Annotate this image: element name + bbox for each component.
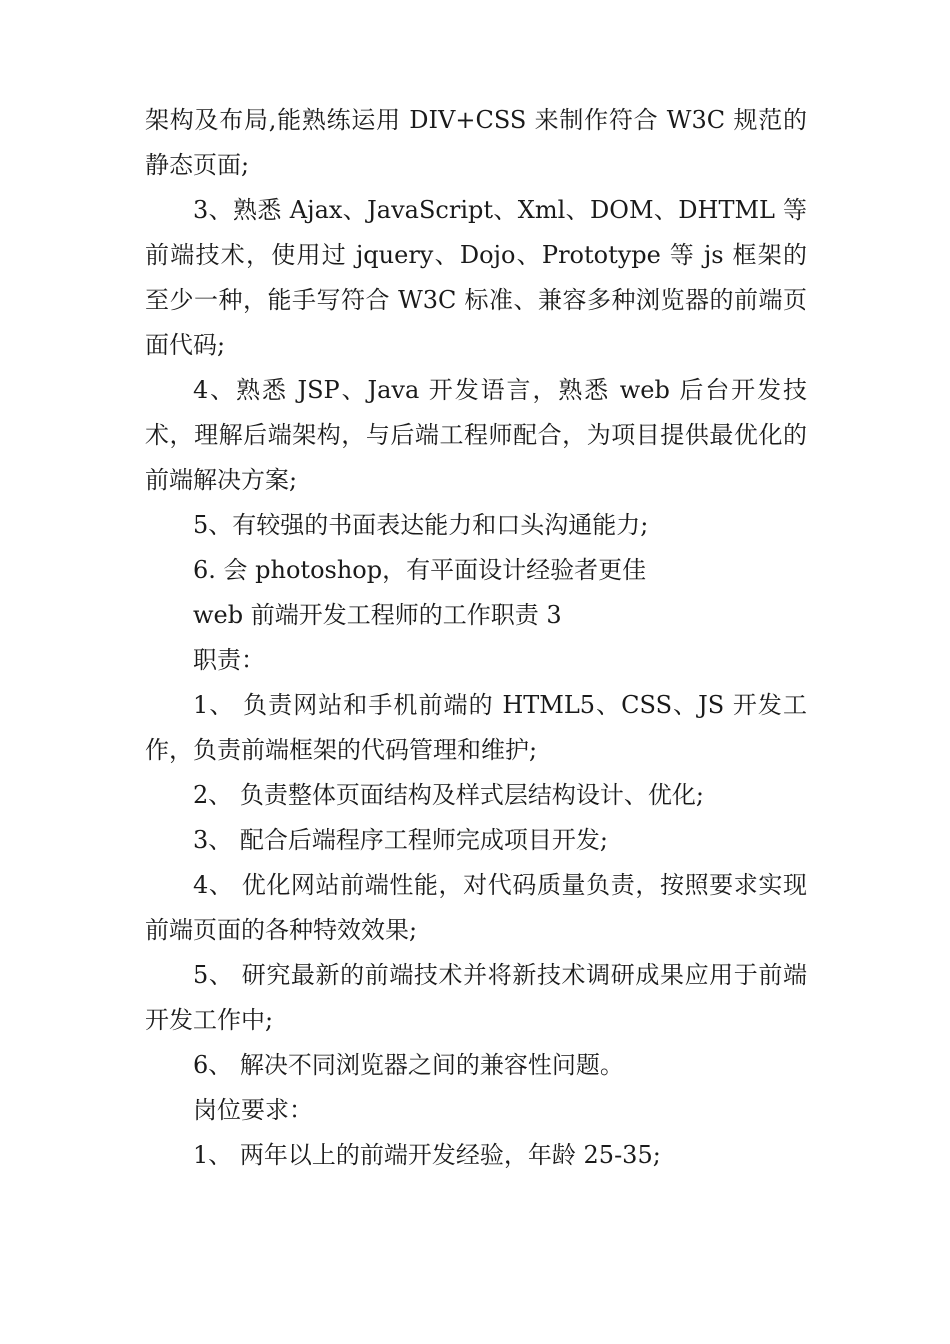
requirement-item-1: 1、 两年以上的前端开发经验，年龄 25-35; xyxy=(193,1141,661,1169)
duty-item-1: 1、 负责网站和手机前端的 HTML5、CSS、JS 开发工作，负责前端框架的代码管理和维护; xyxy=(145,691,807,764)
document-body xyxy=(145,98,807,1178)
duties-label: 职责： xyxy=(193,646,265,674)
duty-item-2: 2、 负责整体页面结构及样式层结构设计、优化; xyxy=(193,781,704,809)
paragraph-requirement-5: 5、有较强的书面表达能力和口头沟通能力; xyxy=(193,511,649,539)
section-heading: web 前端开发工程师的工作职责 3 xyxy=(193,601,562,629)
paragraph-requirement-3: 3、熟悉 Ajax、JavaScript、Xml、DOM、DHTML 等前端技术，使用过 jquery、Dojo、Prototype 等 js 框架的至少一种，能手写符合 W3C 标准、兼容多种浏览器的前端页面代码; xyxy=(145,196,807,359)
duty-item-6: 6、 解决不同浏览器之间的兼容性问题。 xyxy=(193,1051,624,1079)
requirements-label: 岗位要求： xyxy=(193,1096,313,1124)
duty-item-5: 5、 研究最新的前端技术并将新技术调研成果应用于前端开发工作中; xyxy=(145,961,807,1034)
paragraph-requirement-6: 6. 会 photoshop，有平面设计经验者更佳 xyxy=(193,556,647,584)
paragraph-requirement-4: 4、熟悉 JSP、Java 开发语言，熟悉 web 后台开发技术，理解后端架构，与后端工程师配合，为项目提供最优化的前端解决方案; xyxy=(145,376,807,494)
duty-item-4: 4、 优化网站前端性能，对代码质量负责，按照要求实现前端页面的各种特效效果; xyxy=(145,871,807,944)
duty-item-3: 3、 配合后端程序工程师完成项目开发; xyxy=(193,826,608,854)
paragraph-layout-continuation: 架构及布局,能熟练运用 DIV+CSS 来制作符合 W3C 规范的静态页面; xyxy=(145,106,807,179)
